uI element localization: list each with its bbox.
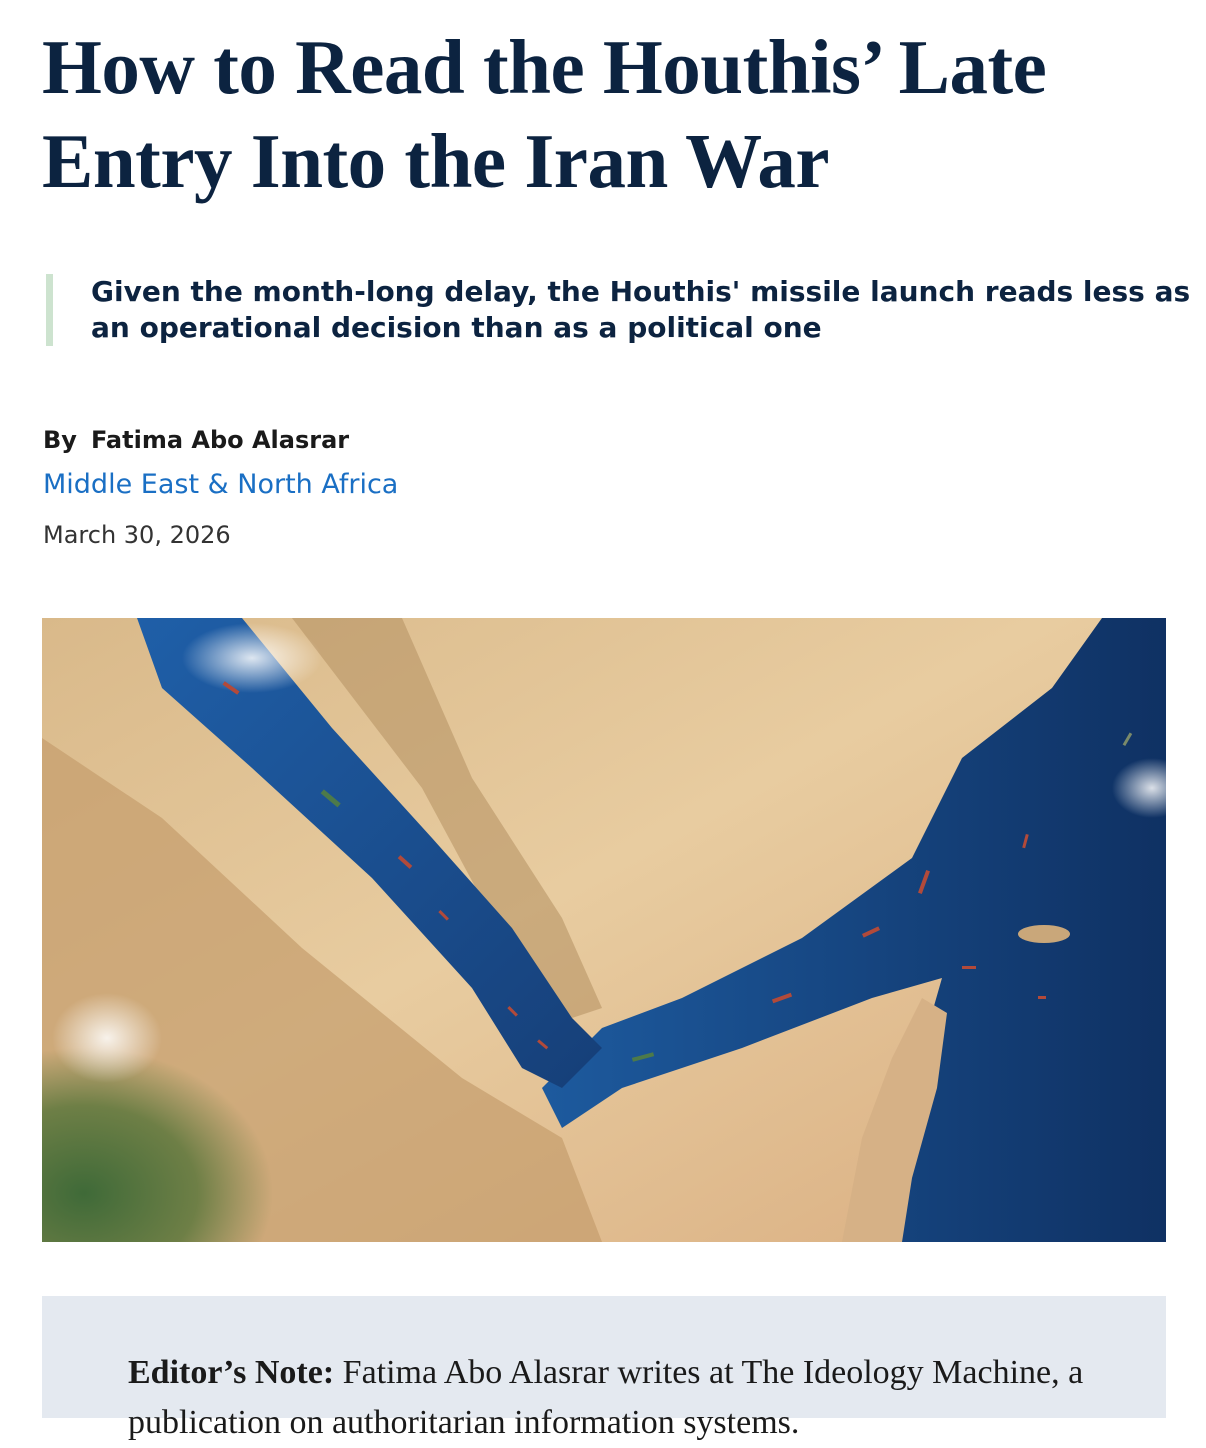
author-name[interactable]: Fatima Abo Alasrar xyxy=(90,426,350,454)
byline-prefix: By xyxy=(43,426,77,454)
article-deck xyxy=(46,274,1206,346)
byline xyxy=(43,422,349,458)
editors-note-body: Fatima Abo Alasrar writes at The Ideology Machine, a publication on authoritarian information systems. xyxy=(128,1354,1084,1441)
editors-note xyxy=(42,1296,1166,1441)
hero-image xyxy=(42,618,1166,1242)
editors-note-text xyxy=(128,1348,1088,1448)
article-title: How to Read the Houthis’ Late Entry Into the Iran War xyxy=(42,24,1047,204)
editors-note-label: Editor’s Note: xyxy=(128,1354,335,1391)
deck-text: Given the month-long delay, the Houthis' missile launch reads less as an operational decision than as a political one xyxy=(91,275,1191,344)
region-link[interactable]: Middle East & North Africa xyxy=(43,469,399,500)
satellite-map-image xyxy=(42,618,1166,1242)
publish-date: March 30, 2026 xyxy=(43,521,231,549)
